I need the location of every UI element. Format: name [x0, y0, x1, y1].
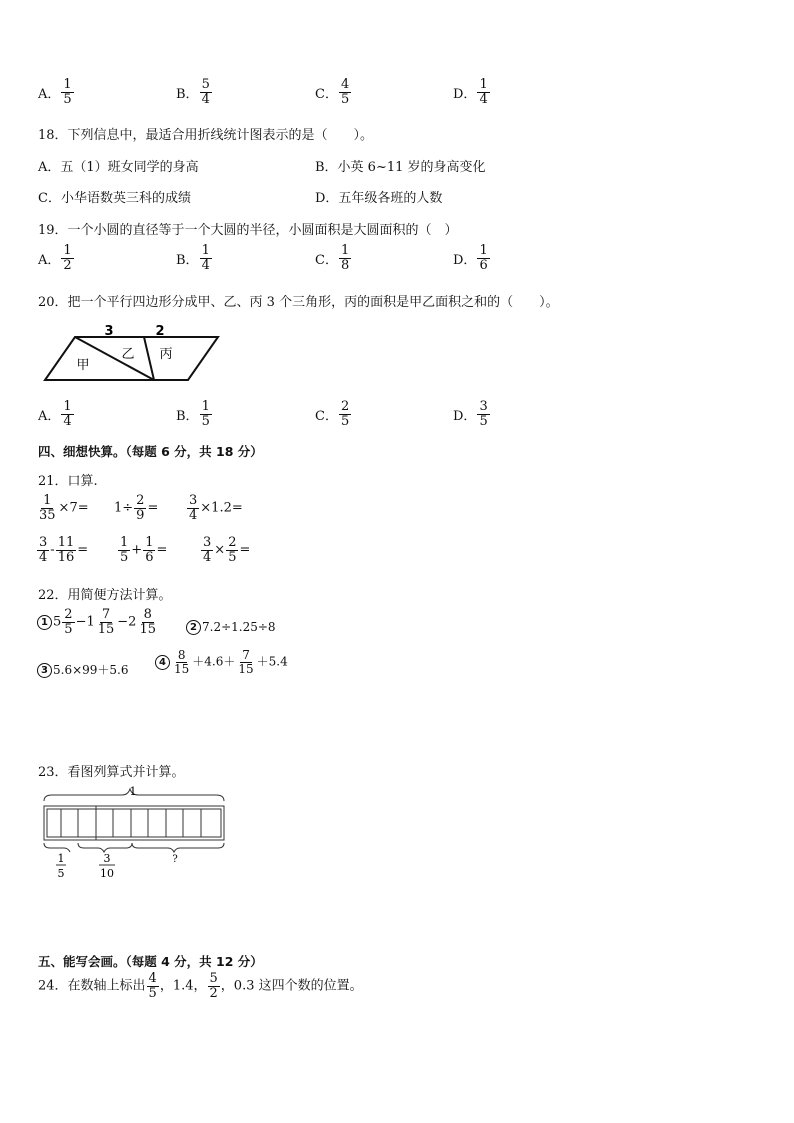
circled-number: 2: [186, 620, 201, 635]
numerator: 1: [43, 493, 52, 508]
q17-option-b[interactable]: [176, 78, 213, 106]
label-a-numerator: 1: [57, 852, 65, 865]
q17-option-d[interactable]: [453, 78, 491, 106]
fraction: [477, 400, 489, 428]
numerator: 7: [101, 607, 111, 622]
fraction: [61, 244, 73, 272]
denominator: 4: [201, 257, 210, 273]
denominator: 8: [340, 257, 350, 273]
brace-unknown: [132, 843, 224, 852]
expr-op: ＋4.6＋: [192, 654, 236, 669]
denominator: 2: [209, 985, 218, 1001]
q23-question: 23．看图列算式并计算。: [38, 765, 185, 780]
fraction: [187, 494, 199, 522]
denominator: 5: [63, 91, 72, 107]
denominator: 9: [136, 507, 145, 523]
expr-pre: 1÷: [114, 500, 134, 516]
denominator: 5: [340, 91, 350, 107]
fraction: [172, 649, 191, 675]
q22-problem-2: [186, 620, 276, 635]
numerator: 11: [57, 535, 75, 550]
label-yi: 乙: [121, 347, 135, 362]
numerator: 5: [209, 971, 218, 986]
q19-option-d[interactable]: [453, 244, 491, 272]
fraction-bar-figure: [40, 785, 230, 883]
numerator: 1: [479, 77, 488, 92]
expr-tail: ×1.2=: [200, 500, 243, 516]
numerator: 1: [63, 399, 72, 414]
numerator: 3: [189, 493, 198, 508]
numerator: 8: [177, 648, 186, 662]
label-bing: 丙: [159, 347, 173, 362]
q18-option-c[interactable]: C．小华语数英三科的成绩: [38, 191, 191, 206]
numerator: 2: [64, 607, 73, 622]
denominator: 5: [120, 549, 129, 565]
denominator: 15: [174, 661, 190, 676]
fraction: [236, 649, 255, 675]
q22-problem-4: [155, 649, 288, 675]
section-4-heading: 四、细想快算。（每题 6 分，共 18 分）: [38, 444, 263, 459]
numerator: 2: [340, 399, 350, 414]
q21-item-2: [114, 494, 158, 522]
expr-tail: ＋5.4: [256, 654, 288, 669]
option-label: A．: [38, 252, 61, 268]
q22-problem-1: [37, 608, 159, 636]
numerator: 8: [143, 607, 152, 622]
numerator: 2: [136, 493, 145, 508]
q21-item-3: [186, 494, 243, 522]
expr-tail: =: [77, 542, 89, 558]
label-top-right: 2: [155, 324, 165, 339]
numerator: 3: [203, 535, 212, 550]
option-label: A．: [38, 408, 61, 424]
q24-text-pre: 24．在数轴上标出: [38, 978, 146, 994]
numerator: 3: [39, 535, 48, 550]
expression: 7.2÷1.25÷8: [202, 620, 276, 634]
expr-tail: =: [156, 542, 168, 558]
fraction: [137, 608, 158, 636]
denominator: 4: [201, 91, 210, 107]
numerator: 4: [148, 971, 157, 986]
denominator: 6: [145, 549, 154, 565]
denominator: 4: [63, 413, 72, 429]
option-label: C．: [315, 86, 338, 102]
denominator: 5: [201, 413, 210, 429]
label-a-denominator: 5: [57, 867, 65, 880]
denominator: 2: [63, 257, 72, 273]
fraction: [200, 78, 212, 106]
label-b-numerator: 3: [103, 852, 111, 865]
q18-option-a[interactable]: A．五（1）班女同学的身高: [38, 160, 199, 175]
fraction: [37, 494, 58, 522]
numerator: 5: [201, 77, 210, 92]
denominator: 16: [57, 549, 75, 565]
label-unknown: ?: [172, 854, 178, 865]
fraction: [61, 78, 73, 106]
section-5-heading: 五、能写会画。（每题 4 分，共 12 分）: [38, 954, 263, 969]
option-label: A．: [38, 86, 61, 102]
whole-part: 5: [53, 614, 62, 630]
numerator: 2: [228, 535, 237, 550]
q20-option-a[interactable]: [38, 400, 75, 428]
expr-op: +: [131, 542, 143, 558]
denominator: 5: [479, 413, 488, 429]
q19-option-b[interactable]: [176, 244, 213, 272]
q24-text-tail: ，0.3 这四个数的位置。: [220, 978, 363, 994]
denominator: 15: [139, 621, 156, 637]
fraction: [56, 536, 77, 564]
fraction: [37, 536, 49, 564]
q19-option-c[interactable]: [315, 244, 352, 272]
label-top-left: 3: [104, 324, 114, 339]
q21-item-6: [200, 536, 250, 564]
numerator: 7: [242, 648, 250, 662]
q18-question: 18．下列信息中，最适合用折线统计图表示的是（ ）。: [38, 128, 374, 143]
fraction: [143, 536, 155, 564]
q21-question: 21．口算.: [38, 474, 98, 489]
option-label: B．: [176, 86, 199, 102]
numerator: 1: [201, 243, 210, 258]
denominator: 15: [97, 621, 115, 637]
q19-option-a[interactable]: [38, 244, 75, 272]
q20-option-b[interactable]: [176, 400, 213, 428]
denominator: 6: [479, 257, 488, 273]
option-label: B．: [176, 252, 199, 268]
fraction: [339, 400, 351, 428]
bar-outline: [44, 806, 224, 840]
fraction: [208, 972, 220, 1000]
fraction: [134, 494, 146, 522]
circled-number: 3: [37, 663, 52, 678]
label-jia: 甲: [76, 358, 90, 373]
numerator: 1: [340, 243, 350, 258]
numerator: 1: [63, 243, 72, 258]
option-label: D．: [453, 408, 477, 424]
fraction: [339, 78, 351, 106]
q17-option-c[interactable]: [315, 78, 352, 106]
numerator: 1: [201, 399, 210, 414]
denominator: 5: [148, 985, 157, 1001]
option-label: B．: [176, 408, 199, 424]
q18-option-d[interactable]: D．五年级各班的人数: [315, 191, 443, 206]
numerator: 1: [63, 77, 72, 92]
fraction: [201, 536, 213, 564]
numerator: 1: [479, 243, 488, 258]
fraction: [62, 608, 74, 636]
circled-number: 1: [37, 615, 52, 630]
denominator: 35: [39, 507, 56, 523]
option-label: D．: [453, 86, 477, 102]
denominator: 5: [340, 413, 350, 429]
label-total: 1: [129, 785, 137, 798]
numerator: 1: [120, 535, 129, 550]
option-label: C．: [315, 408, 338, 424]
expr-op: ×: [214, 542, 226, 558]
q22-question: 22．用简便方法计算。: [38, 588, 172, 603]
option-label: D．: [453, 252, 477, 268]
fraction: [118, 536, 130, 564]
denominator: 4: [189, 507, 198, 523]
expr-tail: =: [147, 500, 159, 516]
fraction: [61, 400, 73, 428]
bar-cells: [61, 806, 201, 840]
expr-tail: ×7=: [58, 500, 89, 516]
option-label: C．: [315, 252, 338, 268]
expr-op: −2: [117, 614, 137, 630]
denominator: 4: [39, 549, 48, 565]
denominator: 4: [479, 91, 488, 107]
fraction: [147, 972, 159, 1000]
label-b-denominator: 10: [100, 867, 114, 880]
denominator: 15: [238, 661, 254, 676]
fraction: [339, 244, 351, 272]
expr-op: −1: [75, 614, 95, 630]
parallelogram-figure: [40, 322, 225, 384]
q19-question: 19．一个小圆的直径等于一个大圆的半径，小圆面积是大圆面积的（ ）: [38, 223, 458, 238]
q21-item-5: [117, 536, 167, 564]
q20-question: 20．把一个平行四边形分成甲、乙、丙 3 个三角形，丙的面积是甲乙面积之和的（ ）。: [38, 295, 559, 310]
expr-op: -: [50, 542, 55, 558]
denominator: 5: [228, 549, 237, 565]
fraction: [96, 608, 117, 636]
circled-number: 4: [155, 655, 170, 670]
numerator: 3: [479, 399, 488, 414]
q24-question: [38, 972, 363, 1000]
q20-option-c[interactable]: [315, 400, 352, 428]
numerator: 4: [340, 77, 350, 92]
fraction: [477, 78, 489, 106]
divider-line-2: [144, 337, 154, 380]
expression: 5.6×99＋5.6: [53, 663, 129, 677]
q21-item-1: [36, 494, 89, 522]
fraction: [200, 244, 212, 272]
numerator: 1: [145, 535, 154, 550]
q20-option-d[interactable]: [453, 400, 491, 428]
q21-item-4: [36, 536, 88, 564]
fraction: [477, 244, 489, 272]
denominator: 5: [64, 621, 73, 637]
q18-option-b[interactable]: B．小英 6~11 岁的身高变化: [315, 160, 486, 175]
q22-problem-3: [37, 661, 129, 678]
fraction: [226, 536, 238, 564]
brace-three-tenths: [78, 843, 132, 852]
brace-one-fifth: [44, 843, 70, 852]
denominator: 4: [203, 549, 212, 565]
expr-tail: =: [239, 542, 251, 558]
bar-inner: [47, 809, 221, 837]
q24-text-mid: ，1.4，: [159, 978, 207, 994]
fraction: [200, 400, 212, 428]
q17-option-a[interactable]: [38, 78, 75, 106]
